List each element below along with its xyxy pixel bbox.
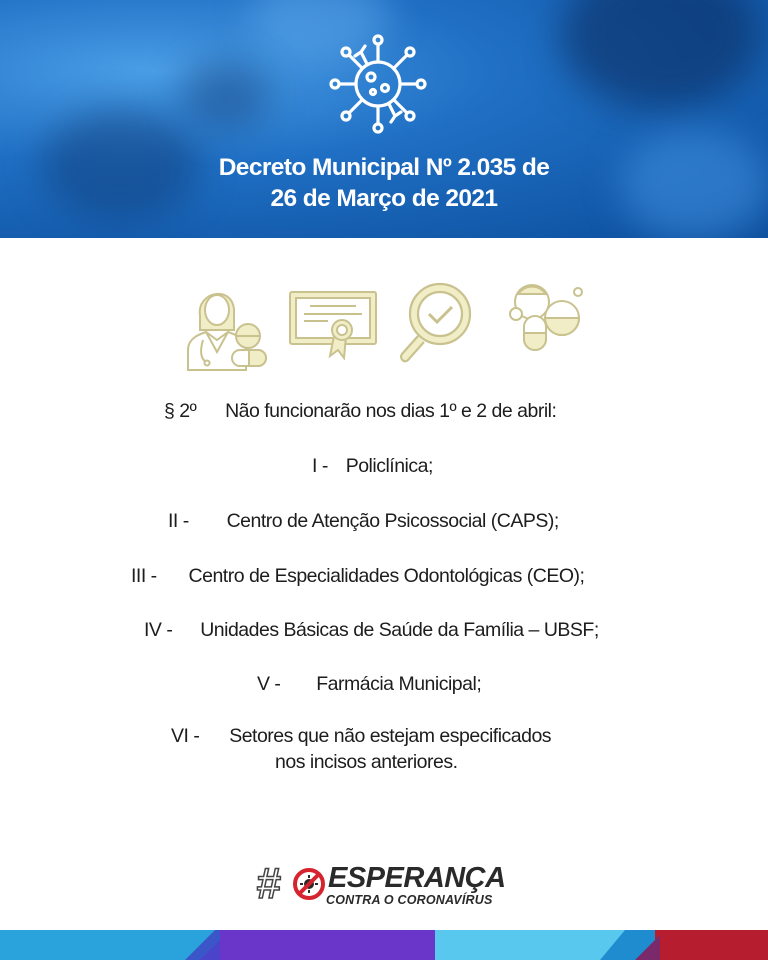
- virus-icon: [327, 30, 429, 138]
- list-item: [144, 617, 599, 643]
- item-numeral: II -: [168, 510, 189, 532]
- header-banner: [0, 0, 768, 238]
- icon-row: [0, 280, 768, 370]
- item-text: Policlínica;: [345, 455, 433, 477]
- item-numeral: V -: [257, 673, 281, 695]
- page-title: [0, 152, 768, 214]
- paragraph-mark: § 2º: [164, 400, 197, 422]
- no-virus-icon: [292, 867, 326, 901]
- item-text: Centro de Atenção Psicossocial (CAPS);: [226, 510, 559, 532]
- item-numeral: IV -: [144, 619, 173, 641]
- logo-tagline: CONTRA O CORONAVÍRUS: [326, 893, 493, 907]
- title-line-1: Decreto Municipal Nº 2.035 de: [218, 154, 550, 181]
- decree-heading-row: [164, 398, 556, 424]
- certificate-icon: [288, 280, 378, 360]
- item-text: Unidades Básicas de Saúde da Família – UBSF;: [200, 619, 599, 641]
- list-item: [312, 453, 433, 479]
- item-text: nos incisos anteriores.: [275, 751, 458, 773]
- list-item: [257, 671, 481, 697]
- item-numeral: III -: [131, 565, 157, 587]
- item-text: Farmácia Municipal;: [316, 673, 482, 695]
- doctor-icon: [186, 280, 268, 372]
- list-item: [131, 563, 584, 589]
- list-item: [171, 723, 551, 749]
- item-numeral: VI -: [171, 725, 200, 747]
- item-text: Setores que não estejam especificados: [229, 725, 552, 747]
- item-text: Centro de Especialidades Odontológicas (CEO);: [188, 565, 585, 587]
- footer-stripe: [0, 930, 768, 960]
- pills-icon: [508, 280, 584, 352]
- hashtag-symbol: #: [256, 859, 279, 908]
- esperanca-logo: [256, 858, 516, 914]
- decree-heading: Não funcionarão nos dias 1º e 2 de abril:: [225, 400, 557, 422]
- list-item: [168, 508, 559, 534]
- list-item-continuation: [275, 749, 458, 775]
- magnifier-check-icon: [396, 280, 472, 366]
- logo-word: ESPERANÇA: [328, 862, 506, 894]
- item-numeral: I -: [312, 455, 328, 477]
- title-line-2: 26 de Março de 2021: [270, 185, 498, 212]
